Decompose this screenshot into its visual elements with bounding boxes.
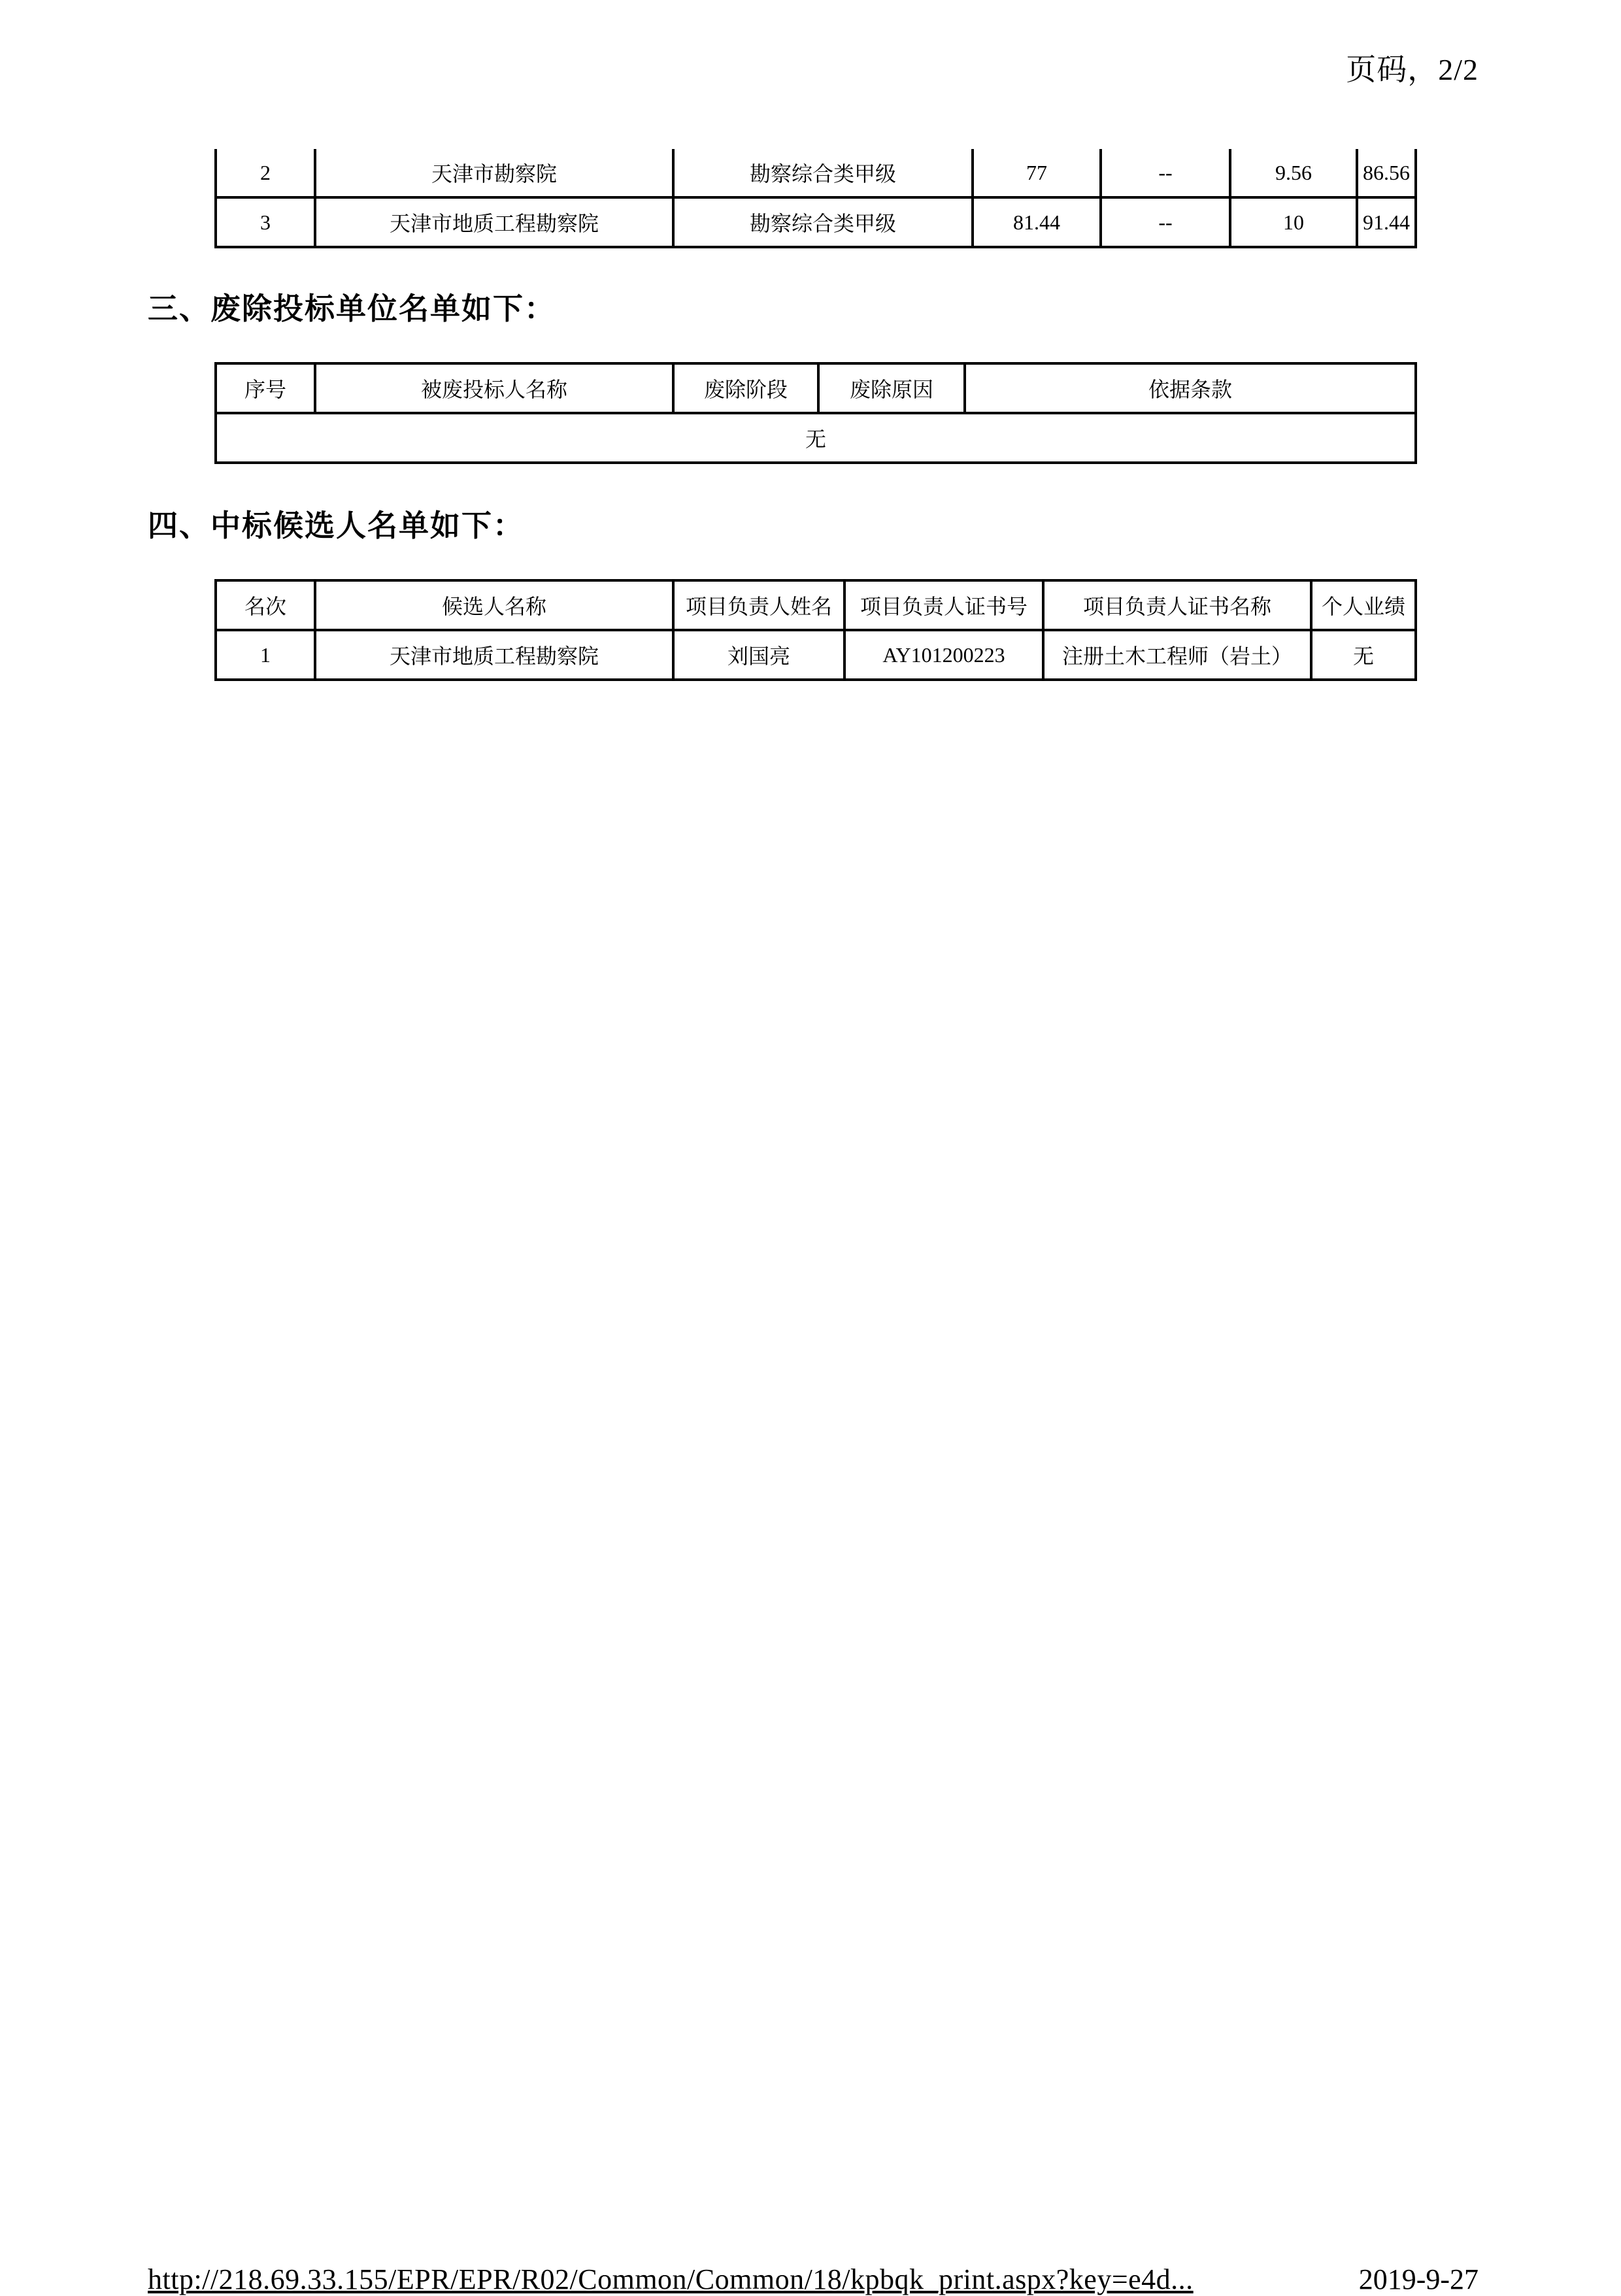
table-cell: --	[1101, 149, 1230, 197]
table-cell: 刘国亮	[673, 630, 844, 680]
column-header: 废除原因	[818, 363, 965, 413]
column-header: 废除阶段	[673, 363, 818, 413]
table-cell: 天津市地质工程勘察院	[315, 197, 673, 247]
table-cell: 1	[216, 630, 315, 680]
column-header: 候选人名称	[315, 580, 673, 630]
table-cell: 10	[1230, 197, 1357, 247]
column-header: 个人业绩	[1311, 580, 1416, 630]
column-header: 依据条款	[965, 363, 1416, 413]
column-header: 序号	[216, 363, 315, 413]
table-cell: AY101200223	[844, 630, 1043, 680]
table-cell: 86.56	[1357, 149, 1416, 197]
score-table	[214, 149, 1417, 248]
section-heading-disqualified: 三、废除投标单位名单如下：	[148, 291, 556, 326]
table-cell: 91.44	[1357, 197, 1416, 247]
table-cell: 天津市勘察院	[315, 149, 673, 197]
table-cell: 勘察综合类甲级	[673, 149, 973, 197]
table-cell: 勘察综合类甲级	[673, 197, 973, 247]
table-header-row	[216, 580, 1416, 630]
disqualified-table	[214, 362, 1417, 464]
footer-url-link[interactable]: http://218.69.33.155/EPR/EPR/R02/Common/Common/18/kpbqk_print.aspx?key=e4d...	[148, 2263, 1194, 2295]
empty-cell: 无	[216, 413, 1416, 463]
page-number: 页码，2/2	[1346, 53, 1479, 86]
table-cell: 无	[1311, 630, 1416, 680]
table-cell: 81.44	[973, 197, 1101, 247]
table-cell: 2	[216, 149, 315, 197]
table-cell: 9.56	[1230, 149, 1357, 197]
table-cell: 77	[973, 149, 1101, 197]
table-row	[216, 413, 1416, 463]
column-header: 项目负责人证书号	[844, 580, 1043, 630]
table-header-row	[216, 363, 1416, 413]
column-header: 项目负责人姓名	[673, 580, 844, 630]
table-cell: 天津市地质工程勘察院	[315, 630, 673, 680]
column-header: 名次	[216, 580, 315, 630]
column-header: 项目负责人证书名称	[1043, 580, 1311, 630]
section-heading-candidates: 四、中标候选人名单如下：	[148, 508, 524, 543]
candidates-table	[214, 579, 1417, 681]
footer-date: 2019-9-27	[1358, 2263, 1479, 2295]
column-header: 被废投标人名称	[315, 363, 673, 413]
table-cell: --	[1101, 197, 1230, 247]
table-row	[216, 149, 1416, 197]
table-row	[216, 197, 1416, 247]
table-cell: 3	[216, 197, 315, 247]
table-row	[216, 630, 1416, 680]
table-cell: 注册土木工程师（岩土）	[1043, 630, 1311, 680]
